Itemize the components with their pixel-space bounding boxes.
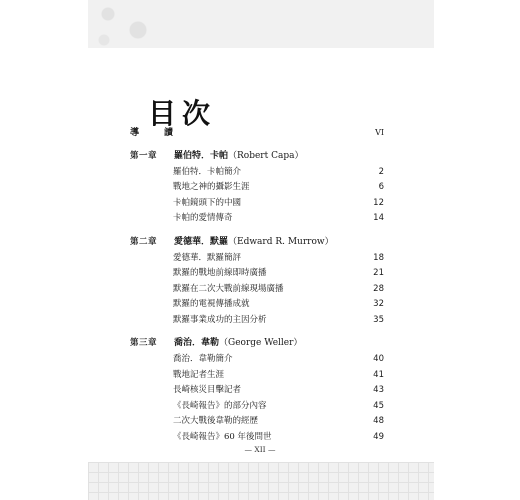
entry-page: 49 (373, 431, 384, 442)
toc-entry[interactable] (130, 399, 384, 415)
toc-entry[interactable] (130, 180, 384, 196)
chapter-label: 第三章 (130, 338, 158, 348)
chapter-title: 愛德華．默羅 (174, 236, 229, 247)
entry-title: 《長崎報告》60 年後問世 (173, 431, 272, 442)
entry-page: 14 (373, 213, 384, 223)
toc-entry[interactable] (130, 368, 384, 384)
toc-entry[interactable] (130, 211, 384, 227)
entry-page: 6 (378, 182, 384, 192)
floral-pattern (88, 0, 168, 48)
entry-title: 二次大戰後韋勒的經歷 (173, 416, 259, 426)
toc-entry[interactable] (130, 266, 384, 282)
chapter-heading[interactable] (130, 235, 384, 251)
toc-entry[interactable] (130, 430, 384, 446)
chapter-title: 羅伯特．卡帕 (174, 150, 229, 161)
chapter-title-en: （George Weller） (219, 338, 303, 348)
toc-entry[interactable] (130, 383, 384, 399)
chapter-heading[interactable] (130, 149, 384, 165)
entry-title: 長崎核災目擊記者 (173, 385, 242, 395)
entry-page: 12 (373, 197, 384, 208)
entry-page: 45 (373, 400, 384, 411)
intro-page: VI (375, 128, 384, 137)
entry-page: 28 (373, 283, 384, 294)
entry-title: 卡帕的愛情傳奇 (173, 213, 233, 223)
page-title: 目次 (148, 97, 217, 130)
toc-intro-row[interactable] (130, 125, 384, 141)
toc-entry[interactable] (130, 352, 384, 368)
toc-entry[interactable] (130, 414, 384, 430)
entry-page: 41 (373, 369, 384, 380)
entry-page: 2 (378, 166, 384, 177)
chapter-label: 第一章 (130, 150, 158, 161)
entry-title: 羅伯特．卡帕簡介 (173, 166, 242, 177)
toc-entry[interactable] (130, 282, 384, 298)
entry-title: 愛德華．默羅簡評 (173, 252, 242, 263)
entry-page: 43 (373, 385, 384, 395)
chapter-title-en: （Robert Capa） (228, 150, 304, 161)
header-decoration (88, 0, 434, 48)
toc-entry[interactable] (130, 165, 384, 181)
footer-decoration (88, 462, 434, 500)
entry-title: 默羅在二次大戰前線現場廣播 (173, 283, 284, 294)
entry-title: 戰地記者生涯 (173, 369, 225, 380)
intro-label: 導 讀 (130, 128, 182, 138)
toc-entry[interactable] (130, 297, 384, 313)
chapter-title: 喬治．韋勒 (174, 338, 220, 348)
page-number: — XII — (244, 445, 276, 454)
entry-page: 32 (373, 299, 384, 309)
toc-entry[interactable] (130, 313, 384, 329)
table-of-contents (130, 125, 384, 445)
toc-entry[interactable] (130, 196, 384, 212)
entry-page: 48 (373, 416, 384, 426)
chapter-title-en: （Edward R. Murrow） (228, 236, 334, 247)
entry-page: 18 (373, 252, 384, 263)
toc-entry[interactable] (130, 251, 384, 267)
entry-title: 卡帕鏡頭下的中國 (173, 197, 242, 208)
entry-title: 戰地之神的攝影生涯 (173, 182, 250, 192)
entry-page: 35 (373, 314, 384, 325)
entry-title: 喬治．韋勒簡介 (173, 354, 233, 364)
chapter-heading[interactable] (130, 336, 384, 352)
entry-page: 21 (373, 268, 384, 278)
entry-title: 默羅的戰地前線即時廣播 (173, 268, 267, 278)
entry-page: 40 (373, 354, 384, 364)
entry-title: 默羅事業成功的主因分析 (173, 314, 267, 325)
chapter-label: 第二章 (130, 236, 158, 247)
entry-title: 默羅的電視傳播成就 (173, 299, 250, 309)
entry-title: 《長崎報告》的部分內容 (173, 400, 267, 411)
